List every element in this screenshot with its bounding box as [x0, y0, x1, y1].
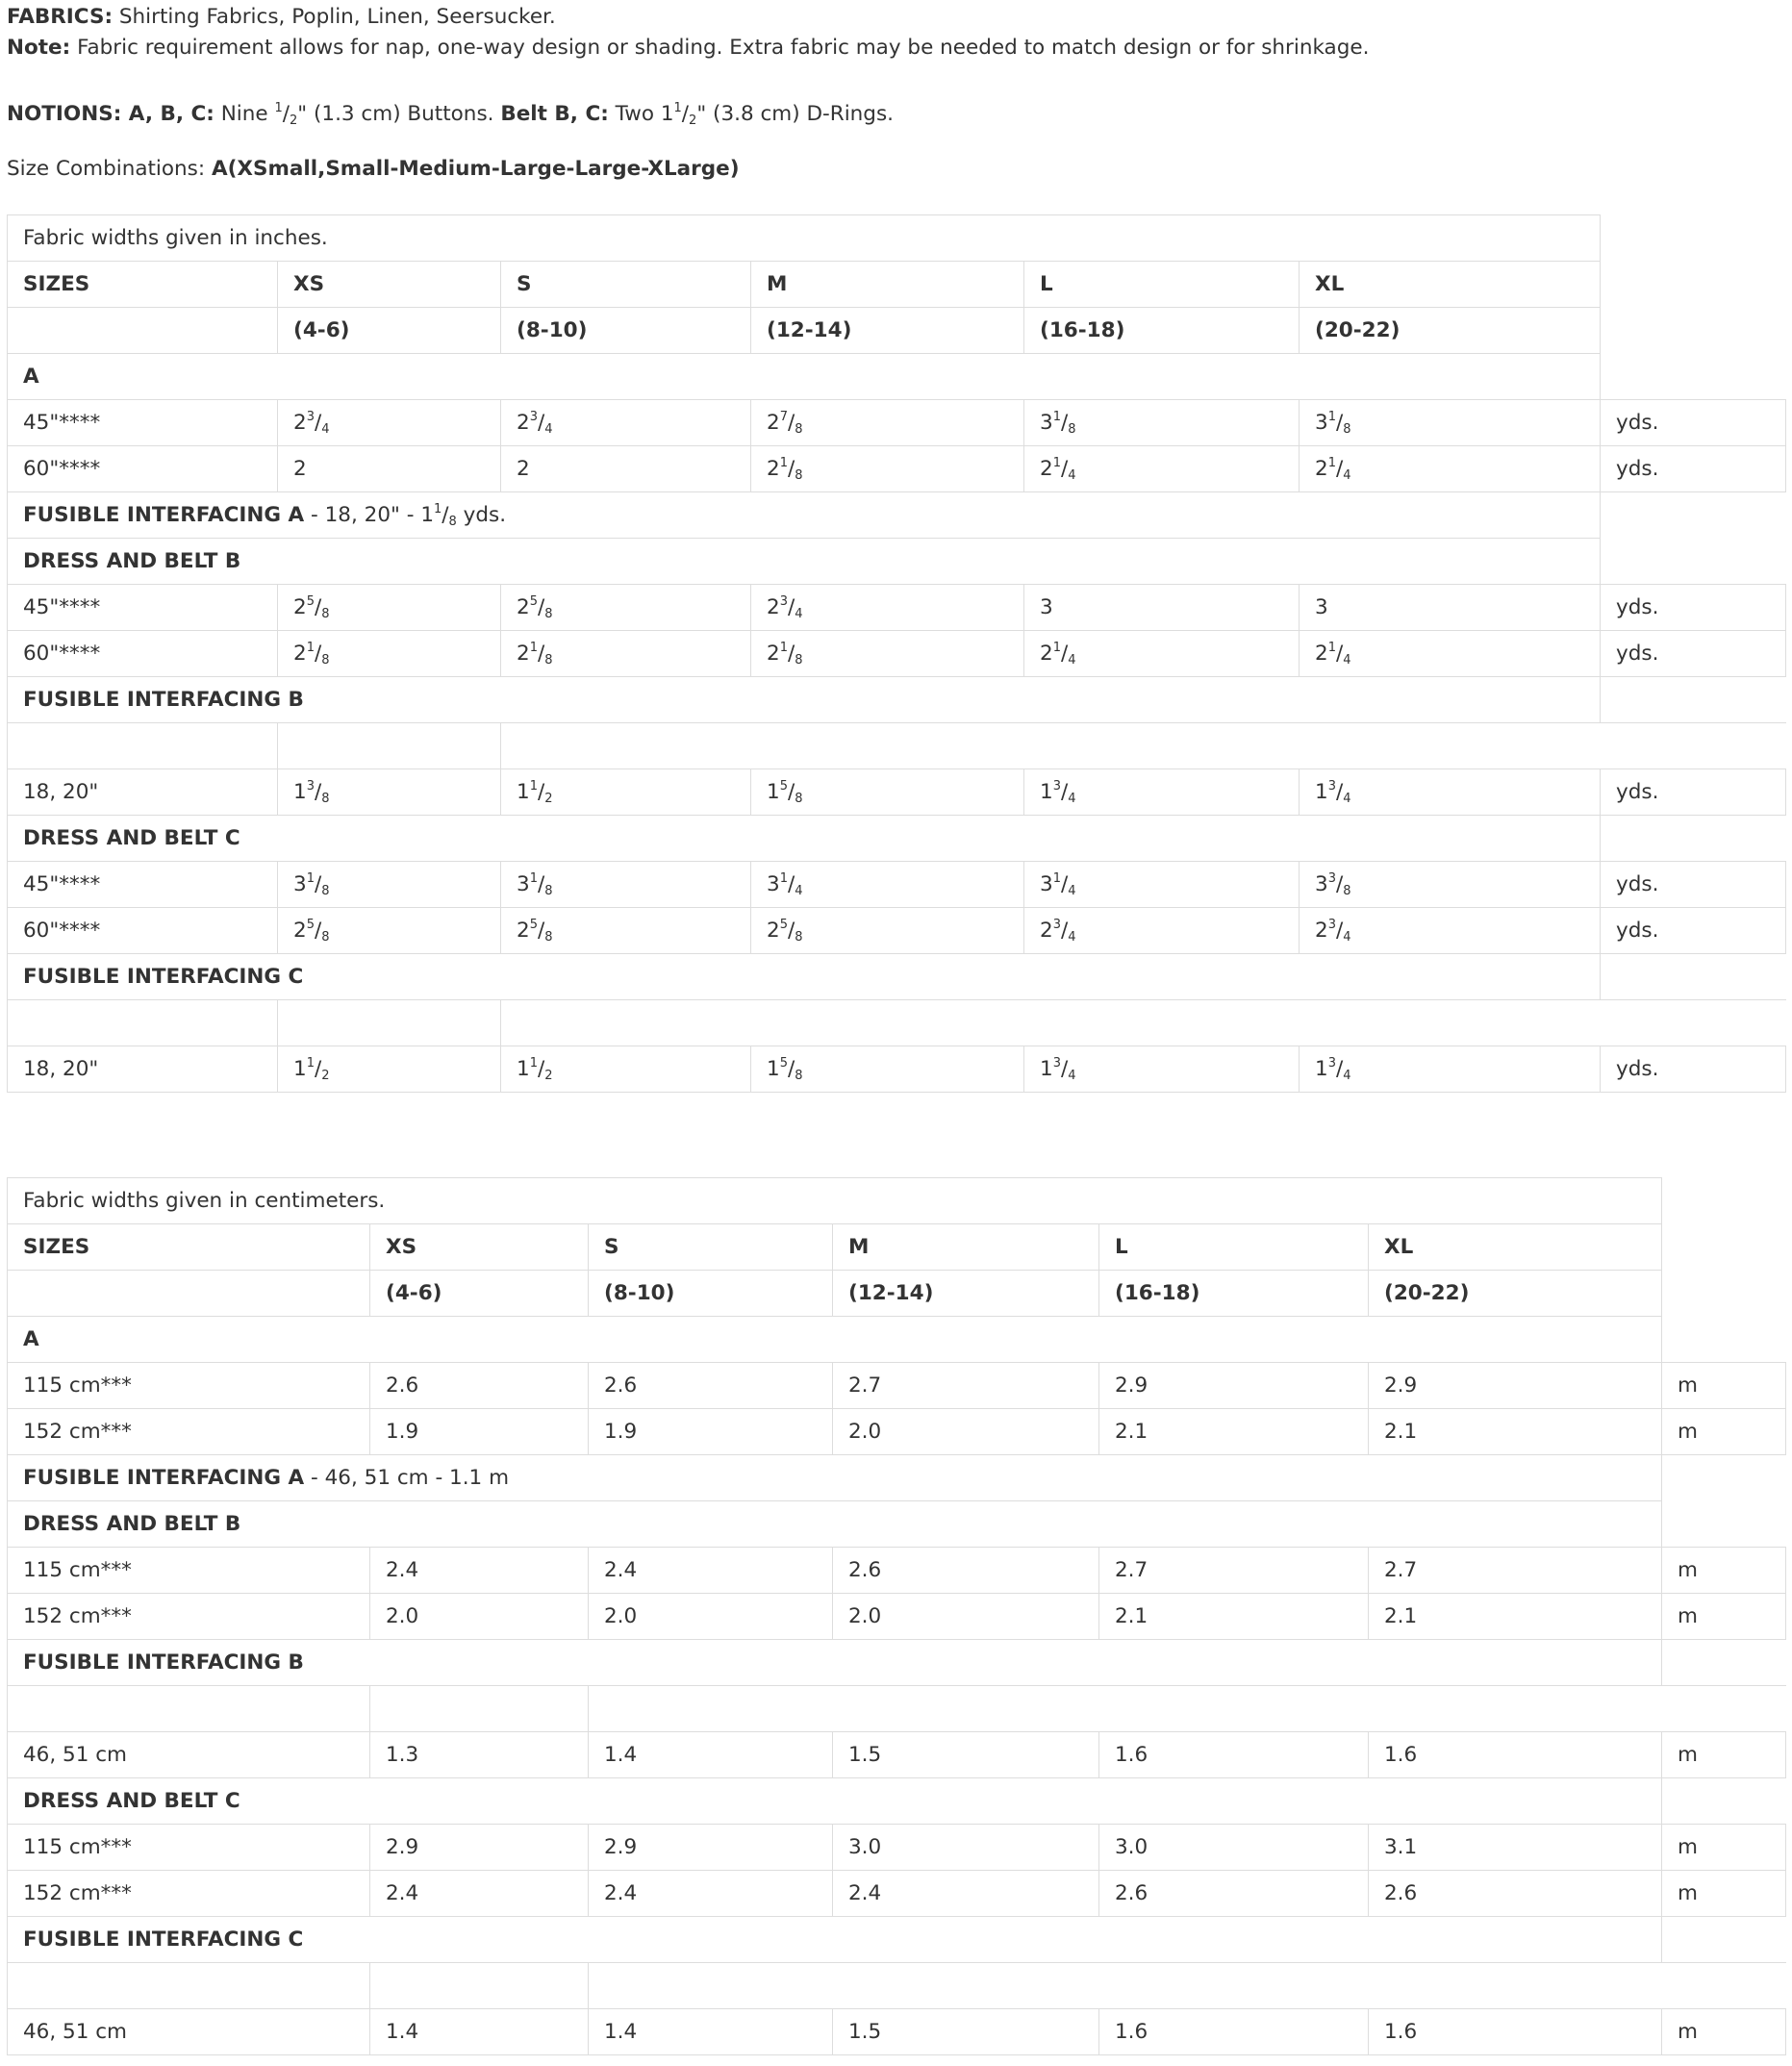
table-row: [8, 862, 1786, 908]
fusible-title: FUSIBLE INTERFACING C: [23, 1927, 304, 1952]
unit-label: m: [1662, 1548, 1786, 1594]
cell-value: $2^1/_4$: [1300, 631, 1601, 677]
cell-value: $2^7/_8$: [751, 400, 1024, 446]
cell-value: $1^3/_8$: [278, 769, 501, 816]
size-header: L: [1099, 1224, 1369, 1271]
cell-value: $3^1/_8$: [1024, 400, 1300, 446]
table-row: [8, 1317, 1786, 1363]
cell-value: 2: [501, 446, 751, 492]
table-row: [8, 1046, 1786, 1093]
cell-value: $2^5/_8$: [751, 908, 1024, 954]
cell-value: 2.6: [1369, 1871, 1662, 1917]
fusible-interfacing-title: [8, 1455, 1662, 1501]
cell-value: $1^3/_4$: [1024, 769, 1300, 816]
unit-label: yds.: [1601, 908, 1786, 954]
fabrics-line: [7, 3, 556, 32]
fusible-title: FUSIBLE INTERFACING B: [23, 1650, 304, 1675]
cell-value: 2.6: [1099, 1871, 1369, 1917]
table-caption: Fabric widths given in centimeters.: [8, 1178, 1662, 1224]
table-row: [8, 400, 1786, 446]
table-row: [8, 354, 1786, 400]
row-label: 18, 20": [8, 1046, 278, 1093]
cell-value: 2.6: [833, 1548, 1099, 1594]
table-row: [8, 2009, 1786, 2055]
size-range: (12-14): [833, 1271, 1099, 1317]
cell-value: $1^3/_4$: [1300, 1046, 1601, 1093]
row-label: 60"****: [8, 631, 278, 677]
cell-value: 3: [1024, 585, 1300, 631]
cell-value: 2.9: [589, 1825, 833, 1871]
table-row: [8, 1501, 1786, 1548]
size-range: (8-10): [589, 1271, 833, 1317]
row-label: 152 cm***: [8, 1409, 370, 1455]
size-header: XL: [1369, 1224, 1662, 1271]
table-row: [8, 1548, 1786, 1594]
note-text: Fabric requirement allows for nap, one-way design or shading. Extra fabric may be needed to match design or for shrinkage.: [70, 36, 1370, 60]
table-row: [8, 677, 1786, 723]
cell-value: $3^3/_8$: [1300, 862, 1601, 908]
cell-value: 2.9: [370, 1825, 589, 1871]
unit-label: m: [1662, 1409, 1786, 1455]
cell-value: 1.6: [1369, 1732, 1662, 1778]
cell-value: 2.1: [1369, 1594, 1662, 1640]
row-label: 152 cm***: [8, 1871, 370, 1917]
table-row: [8, 954, 1786, 1000]
cell-value: 2.0: [833, 1594, 1099, 1640]
table-row: [8, 908, 1786, 954]
cell-value: 2.4: [589, 1871, 833, 1917]
belt-label: Belt B, C:: [500, 102, 609, 126]
cell-value: 2.7: [1099, 1548, 1369, 1594]
table-row: [8, 1000, 1786, 1046]
cell-value: 1.4: [370, 2009, 589, 2055]
size-range: (20-22): [1300, 308, 1601, 354]
cell-value: 1.9: [370, 1409, 589, 1455]
notions-label: NOTIONS: A, B, C:: [7, 102, 215, 126]
row-label: 45"****: [8, 585, 278, 631]
table-row: [8, 1455, 1786, 1501]
size-range: (4-6): [370, 1271, 589, 1317]
table-row: [8, 1871, 1786, 1917]
cell-value: 1.5: [833, 2009, 1099, 2055]
table-row: [8, 1178, 1786, 1224]
table-row: [8, 1825, 1786, 1871]
cell-value: 2.6: [589, 1363, 833, 1409]
table-row: [8, 1409, 1786, 1455]
unit-label: yds.: [1601, 446, 1786, 492]
centimeters-requirements-table: [7, 1177, 1786, 2055]
row-label: 45"****: [8, 862, 278, 908]
fusible-interfacing-title: FUSIBLE INTERFACING A - 18, 20" - $1^1/_8$ yds.: [8, 492, 1601, 539]
size-range: (16-18): [1024, 308, 1300, 354]
cell-value: 2.4: [589, 1548, 833, 1594]
cell-value: 2.0: [370, 1594, 589, 1640]
sizes-label: SIZES: [8, 262, 278, 308]
section-title: DRESS AND BELT C: [8, 1778, 1662, 1825]
size-header: XS: [370, 1224, 589, 1271]
cell-value: 2.4: [833, 1871, 1099, 1917]
cell-value: $3^1/_8$: [1300, 400, 1601, 446]
table-row: [8, 446, 1786, 492]
unit-label: yds.: [1601, 769, 1786, 816]
cell-value: $2^5/_8$: [501, 585, 751, 631]
table-row: [8, 308, 1786, 354]
unit-label: yds.: [1601, 862, 1786, 908]
table-row: [8, 1963, 1786, 2009]
cell-value: $1^5/_8$: [751, 1046, 1024, 1093]
cell-value: $2^1/_8$: [751, 446, 1024, 492]
cell-value: $2^5/_8$: [501, 908, 751, 954]
fusible-note: - 46, 51 cm - 1.1 m: [304, 1466, 510, 1490]
cell-value: $2^5/_8$: [278, 908, 501, 954]
fusible-interfacing-title: [8, 1917, 1662, 1963]
section-title: A: [8, 1317, 1662, 1363]
cell-value: $2^5/_8$: [278, 585, 501, 631]
cell-value: $1^1/_2$: [501, 1046, 751, 1093]
row-label: 115 cm***: [8, 1825, 370, 1871]
fusible-interfacing-title: [8, 677, 1601, 723]
cell-value: 3.1: [1369, 1825, 1662, 1871]
table-row: [8, 1778, 1786, 1825]
size-header: L: [1024, 262, 1300, 308]
size-header: S: [501, 262, 751, 308]
cell-value: 2.0: [589, 1594, 833, 1640]
row-label: 115 cm***: [8, 1363, 370, 1409]
cell-value: 1.6: [1369, 2009, 1662, 2055]
cell-value: 3.0: [1099, 1825, 1369, 1871]
section-title: A: [8, 354, 1601, 400]
cell-value: 2: [278, 446, 501, 492]
size-header: M: [833, 1224, 1099, 1271]
size-combinations-label: Size Combinations:: [7, 157, 212, 181]
size-header: XL: [1300, 262, 1601, 308]
cell-value: 2.9: [1369, 1363, 1662, 1409]
cell-value: 1.3: [370, 1732, 589, 1778]
cell-value: 2.9: [1099, 1363, 1369, 1409]
row-label: 46, 51 cm: [8, 2009, 370, 2055]
cell-value: $2^1/_4$: [1300, 446, 1601, 492]
unit-label: yds.: [1601, 1046, 1786, 1093]
row-label: 115 cm***: [8, 1548, 370, 1594]
cell-value: $2^1/_8$: [501, 631, 751, 677]
cell-value: $2^1/_4$: [1024, 446, 1300, 492]
unit-label: m: [1662, 1732, 1786, 1778]
size-combinations-value: A(XSmall,Small-Medium-Large-Large-XLarge): [211, 157, 740, 181]
size-header: M: [751, 262, 1024, 308]
table-row: [8, 492, 1786, 539]
table-row: [8, 1224, 1786, 1271]
cell-value: $2^3/_4$: [501, 400, 751, 446]
table-row: [8, 262, 1786, 308]
unit-label: m: [1662, 2009, 1786, 2055]
fusible-title: FUSIBLE INTERFACING C: [23, 965, 304, 989]
cell-value: 2.0: [833, 1409, 1099, 1455]
cell-value: 3.0: [833, 1825, 1099, 1871]
cell-value: $2^1/_4$: [1024, 631, 1300, 677]
cell-value: 1.5: [833, 1732, 1099, 1778]
cell-value: 2.1: [1369, 1409, 1662, 1455]
cell-value: $2^1/_8$: [278, 631, 501, 677]
table-row: [8, 1594, 1786, 1640]
cell-value: 1.9: [589, 1409, 833, 1455]
fusible-title: FUSIBLE INTERFACING B: [23, 688, 304, 712]
cell-value: 2.4: [370, 1548, 589, 1594]
row-label: 60"****: [8, 908, 278, 954]
unit-label: m: [1662, 1594, 1786, 1640]
unit-label: yds.: [1601, 400, 1786, 446]
row-label: 46, 51 cm: [8, 1732, 370, 1778]
cell-value: 2.6: [370, 1363, 589, 1409]
cell-value: $3^1/_8$: [501, 862, 751, 908]
cell-value: $2^3/_4$: [751, 585, 1024, 631]
cell-value: $2^3/_4$: [278, 400, 501, 446]
inches-requirements-table: [7, 214, 1786, 1093]
row-label: 45"****: [8, 400, 278, 446]
cell-value: $1^5/_8$: [751, 769, 1024, 816]
cell-value: $2^3/_4$: [1024, 908, 1300, 954]
unit-label: m: [1662, 1825, 1786, 1871]
table-caption: Fabric widths given in inches.: [8, 215, 1601, 262]
size-range: (12-14): [751, 308, 1024, 354]
table-row: [8, 1732, 1786, 1778]
cell-value: $1^1/_2$: [501, 769, 751, 816]
section-title: DRESS AND BELT B: [8, 1501, 1662, 1548]
cell-value: 2.1: [1099, 1594, 1369, 1640]
cell-value: $1^3/_4$: [1300, 769, 1601, 816]
cell-value: $1^3/_4$: [1024, 1046, 1300, 1093]
row-label: 60"****: [8, 446, 278, 492]
unit-label: yds.: [1601, 631, 1786, 677]
section-title: DRESS AND BELT C: [8, 816, 1601, 862]
cell-value: 1.6: [1099, 2009, 1369, 2055]
cell-value: $1^1/_2$: [278, 1046, 501, 1093]
cell-value: 1.4: [589, 1732, 833, 1778]
notions-line: NOTIONS: A, B, C: Nine $^1/_2$" (1.3 cm) Buttons. Belt B, C: Two $1^1/_2$" (3.8 cm) D-Rings.: [7, 101, 894, 128]
table-row: [8, 769, 1786, 816]
table-row: [8, 631, 1786, 677]
sizes-label: SIZES: [8, 1224, 370, 1271]
table-row: [8, 1917, 1786, 1963]
size-range: (20-22): [1369, 1271, 1662, 1317]
cell-value: 1.6: [1099, 1732, 1369, 1778]
table-row: [8, 723, 1786, 769]
cell-value: 2.4: [370, 1871, 589, 1917]
cell-value: 3: [1300, 585, 1601, 631]
table-row: [8, 816, 1786, 862]
cell-value: $3^1/_8$: [278, 862, 501, 908]
cell-value: 2.1: [1099, 1409, 1369, 1455]
table-row: [8, 1686, 1786, 1732]
table-row: [8, 585, 1786, 631]
section-title: DRESS AND BELT B: [8, 539, 1601, 585]
cell-value: 1.4: [589, 2009, 833, 2055]
table-row: [8, 1271, 1786, 1317]
fusible-title: FUSIBLE INTERFACING A: [23, 1466, 305, 1490]
size-range: (4-6): [278, 308, 501, 354]
cell-value: $3^1/_4$: [751, 862, 1024, 908]
fabrics-label: FABRICS:: [7, 5, 114, 29]
fusible-title: FUSIBLE INTERFACING A: [23, 502, 305, 527]
table-row: [8, 215, 1786, 262]
size-range: (8-10): [501, 308, 751, 354]
unit-label: m: [1662, 1871, 1786, 1917]
cell-value: 2.7: [833, 1363, 1099, 1409]
row-label: 18, 20": [8, 769, 278, 816]
cell-value: $3^1/_4$: [1024, 862, 1300, 908]
table-row: [8, 1363, 1786, 1409]
fusible-interfacing-title: [8, 1640, 1662, 1686]
table-row: [8, 539, 1786, 585]
fusible-interfacing-title: [8, 954, 1601, 1000]
cell-value: $2^3/_4$: [1300, 908, 1601, 954]
note-label: Note:: [7, 36, 71, 60]
fusible-note: - 18, 20" - 1: [304, 502, 435, 527]
note-line: [7, 34, 1369, 63]
table-row: [8, 1640, 1786, 1686]
fabrics-text: Shirting Fabrics, Poplin, Linen, Seersucker.: [113, 5, 556, 29]
size-range: (16-18): [1099, 1271, 1369, 1317]
size-combinations-line: [7, 155, 740, 184]
unit-label: yds.: [1601, 585, 1786, 631]
cell-value: 2.7: [1369, 1548, 1662, 1594]
cell-value: $2^1/_8$: [751, 631, 1024, 677]
unit-label: m: [1662, 1363, 1786, 1409]
size-header: S: [589, 1224, 833, 1271]
row-label: 152 cm***: [8, 1594, 370, 1640]
size-header: XS: [278, 262, 501, 308]
